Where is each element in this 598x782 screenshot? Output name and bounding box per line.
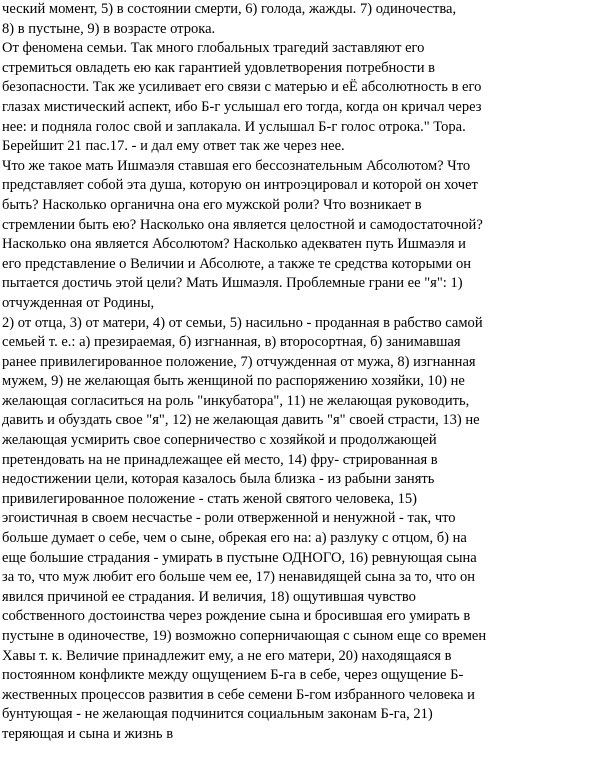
text-line: Берейшит 21 пас.17. - и дал ему ответ так же через нее. [2, 138, 345, 155]
text-line: От феномена семьи. Так много глобальных трагедий заставляют его [2, 40, 425, 57]
text-line: глазах мистический аспект, ибо Б-г услышал его тогда, когда он кричал через [2, 98, 482, 115]
text-line: эгоистичная в своем несчастье - роли отверженной и ненужной - так, что [2, 510, 456, 527]
text-line: стремлении быть ею? Насколько она является целостной и самодостаточной? [2, 216, 483, 233]
text-line: его представление о Величии и Абсолюте, а также те средства которыми он [2, 255, 472, 272]
text-line: 2) от отца, 3) от матери, 4) от семьи, 5) насильно - проданная в рабство самой [2, 314, 483, 331]
text-line: больше думает о себе, чем о сыне, обрекая его на: а) разлуку с отцом, б) на [2, 530, 467, 547]
text-line: ческий момент, 5) в состоянии смерти, 6) голода, жажды. 7) одиночества, [2, 1, 457, 17]
text-line: представляет собой эта душа, которую он интроэцировал и которой он хочет [2, 177, 478, 194]
text-line: явился причиной ее страдания. И величия, 18) ощутившая чувство [2, 588, 416, 605]
text-line: постоянном конфликте между ощущением Б-га в себе, через ощущение Б- [2, 667, 464, 684]
text-line: пустыне в одиночестве, 19) возможно соперничающая с сыном еще со времен [2, 628, 487, 644]
text-line: стремиться овладеть ею как гарантией удовлетворения потребности в [2, 59, 436, 76]
text-line: давить и обуздать свое "я", 12) не желающая давить "я" своей страсти, 13) не [2, 412, 480, 429]
text-line: собственного достоинства через рождение сына и бросившая его умирать в [2, 608, 471, 625]
text-line: пытается достичь этой цели? Мать Ишмаэля. Проблемные грани ее "я": 1) [2, 275, 463, 292]
text-line: теряющая и сына и жизнь в [2, 725, 174, 742]
text-line: семьей т. е.: а) презираемая, б) изгнанная, в) второсортная, б) занимавшая [2, 334, 461, 351]
text-line: претендовать на не принадлежащее ей место, 14) фру- стрированная в [2, 451, 438, 468]
text-line: отчужденная от Родины, [2, 294, 155, 311]
text-line: желающая усмирить свое соперничество с хозяйкой и продолжающей [2, 432, 437, 449]
text-line: быть? Насколько органична она его мужской роли? Что возникает в [2, 196, 422, 213]
text-line: недостижении цели, которая казалось была близка - из рабыни занять [2, 471, 435, 488]
text-line: 8) в пустыне, 9) в возрасте отрока. [2, 20, 216, 37]
text-line: Хавы т. к. Величие принадлежит ему, а не его матери, 20) находящаяся в [2, 647, 452, 664]
text-line: Насколько она является Абсолютом? Насколько адекватен путь Ишмаэля и [2, 236, 466, 253]
text-line: ранее привилегированное положение, 7) отчужденная от мужа, 8) изгнанная [2, 353, 476, 370]
text-line: мужем, 9) не желающая быть женщиной по распоряжению хозяйки, 10) не [2, 373, 465, 390]
text-line: привилегированное положение - стать женой святого человека, 15) [2, 490, 417, 507]
text-line: безопасности. Так же усиливает его связи с матерью и еЁ абсолютность в его [2, 79, 482, 96]
text-line: желающая согласиться на роль "инкубатора", 11) не желающая руководить, [2, 392, 470, 409]
text-line: Что же такое мать Ишмаэля ставшая его бессознательным Абсолютом? Что [2, 157, 471, 174]
text-line: еще большие страдания - умирать в пустыне ОДНОГО, 16) ревнующая сына [2, 549, 477, 566]
text-line: нее: и подняла голос свой и заплакала. И услышал Б-г голос отрока." Тора. [2, 118, 466, 135]
text-line: за то, что муж любит его больше чем ее, 17) ненавидящей сына за то, что он [2, 569, 476, 586]
text-line: жественных процессов развития в себе семени Б-гом избранного человека и [2, 686, 475, 703]
text-line: бунтующая - не желающая подчинится социальным законам Б-га, 21) [2, 706, 433, 723]
